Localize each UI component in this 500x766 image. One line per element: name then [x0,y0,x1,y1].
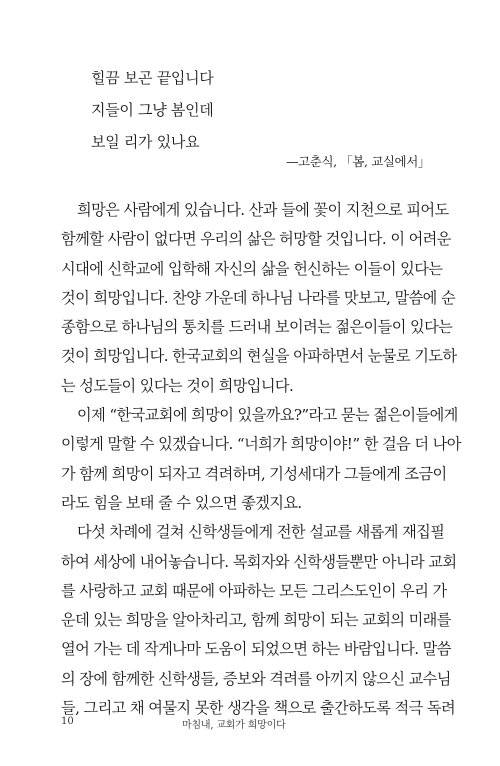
paragraph-1-line: 는 성도들이 있다는 것이 희망입니다. [61,376,294,395]
page-number: 10 [61,716,74,727]
paragraph-2-line: 라도 힘을 보태 줄 수 있으면 좋겠지요. [61,493,302,512]
paragraph-1-line: 희망은 사람에게 있습니다. 산과 들에 꽃이 지천으로 피어도 [77,201,449,219]
paragraph-3-line: 하여 세상에 내어놓습니다. 목회자와 신학생들뿐만 아니라 교회 [61,552,457,571]
body-text [61,199,461,726]
paragraph-3-line: 를 사랑하고 교회 때문에 아파하는 모든 그리스도인이 우리 가 [61,581,447,600]
paragraph-1-line: 시대에 신학교에 입학해 자신의 삶을 헌신하는 이들이 있다는 [61,259,443,278]
paragraph-1-line: 것이 희망입니다. 한국교회의 현실을 아파하면서 눈물로 기도하 [61,347,457,366]
paragraph-3-line: 열어 가는 데 작게나마 도움이 되었으면 하는 바람입니다. 말씀 [61,640,451,659]
paragraph-2-line: 이제 “한국교회에 희망이 있을까요?”라고 묻는 젊은이들에게 [77,406,458,425]
poem-attribution: —고춘식, 「봄, 교실에서」 [286,154,430,169]
running-title: 마침내, 교회가 희망이다 [182,720,286,731]
paragraph-1-line: 것이 희망입니다. 찬양 가운데 하나님 나라를 맛보고, 말씀에 순 [61,288,456,307]
paragraph-3-line: 운데 있는 희망을 알아차리고, 함께 희망이 되는 교회의 미래를 [61,611,451,630]
poem-excerpt [91,68,213,164]
paragraph-2-line: 이렇게 말할 수 있겠습니다. “너희가 희망이야!” 한 걸음 더 나아 [61,435,461,454]
paragraph-1-line: 종함으로 하나님의 통치를 드러내 보이려는 젊은이들이 있다는 [61,318,453,337]
paragraph-1-line: 함께할 사람이 없다면 우리의 삶은 허망할 것입니다. 이 어려운 [61,230,451,249]
paragraph-3-line: 다섯 차례에 걸쳐 신학생들에게 전한 설교를 새롭게 재집필 [77,523,445,542]
poem-line: 힐끔 보곤 끝입니다 [91,69,214,87]
poem-line: 보일 리가 있나요 [91,133,200,151]
paragraph-2-line: 가 함께 희망이 되자고 격려하며, 기성세대가 그들에게 조금이 [61,464,447,483]
poem-line: 지들이 그냥 봄인데 [91,101,214,119]
paragraph-3-line: 들, 그리고 채 여물지 못한 생각을 책으로 출간하도록 적극 독려 [61,699,456,718]
paragraph-3-line: 의 장에 함께한 신학생들, 증보와 격려를 아끼지 않으신 교수님 [61,669,451,688]
